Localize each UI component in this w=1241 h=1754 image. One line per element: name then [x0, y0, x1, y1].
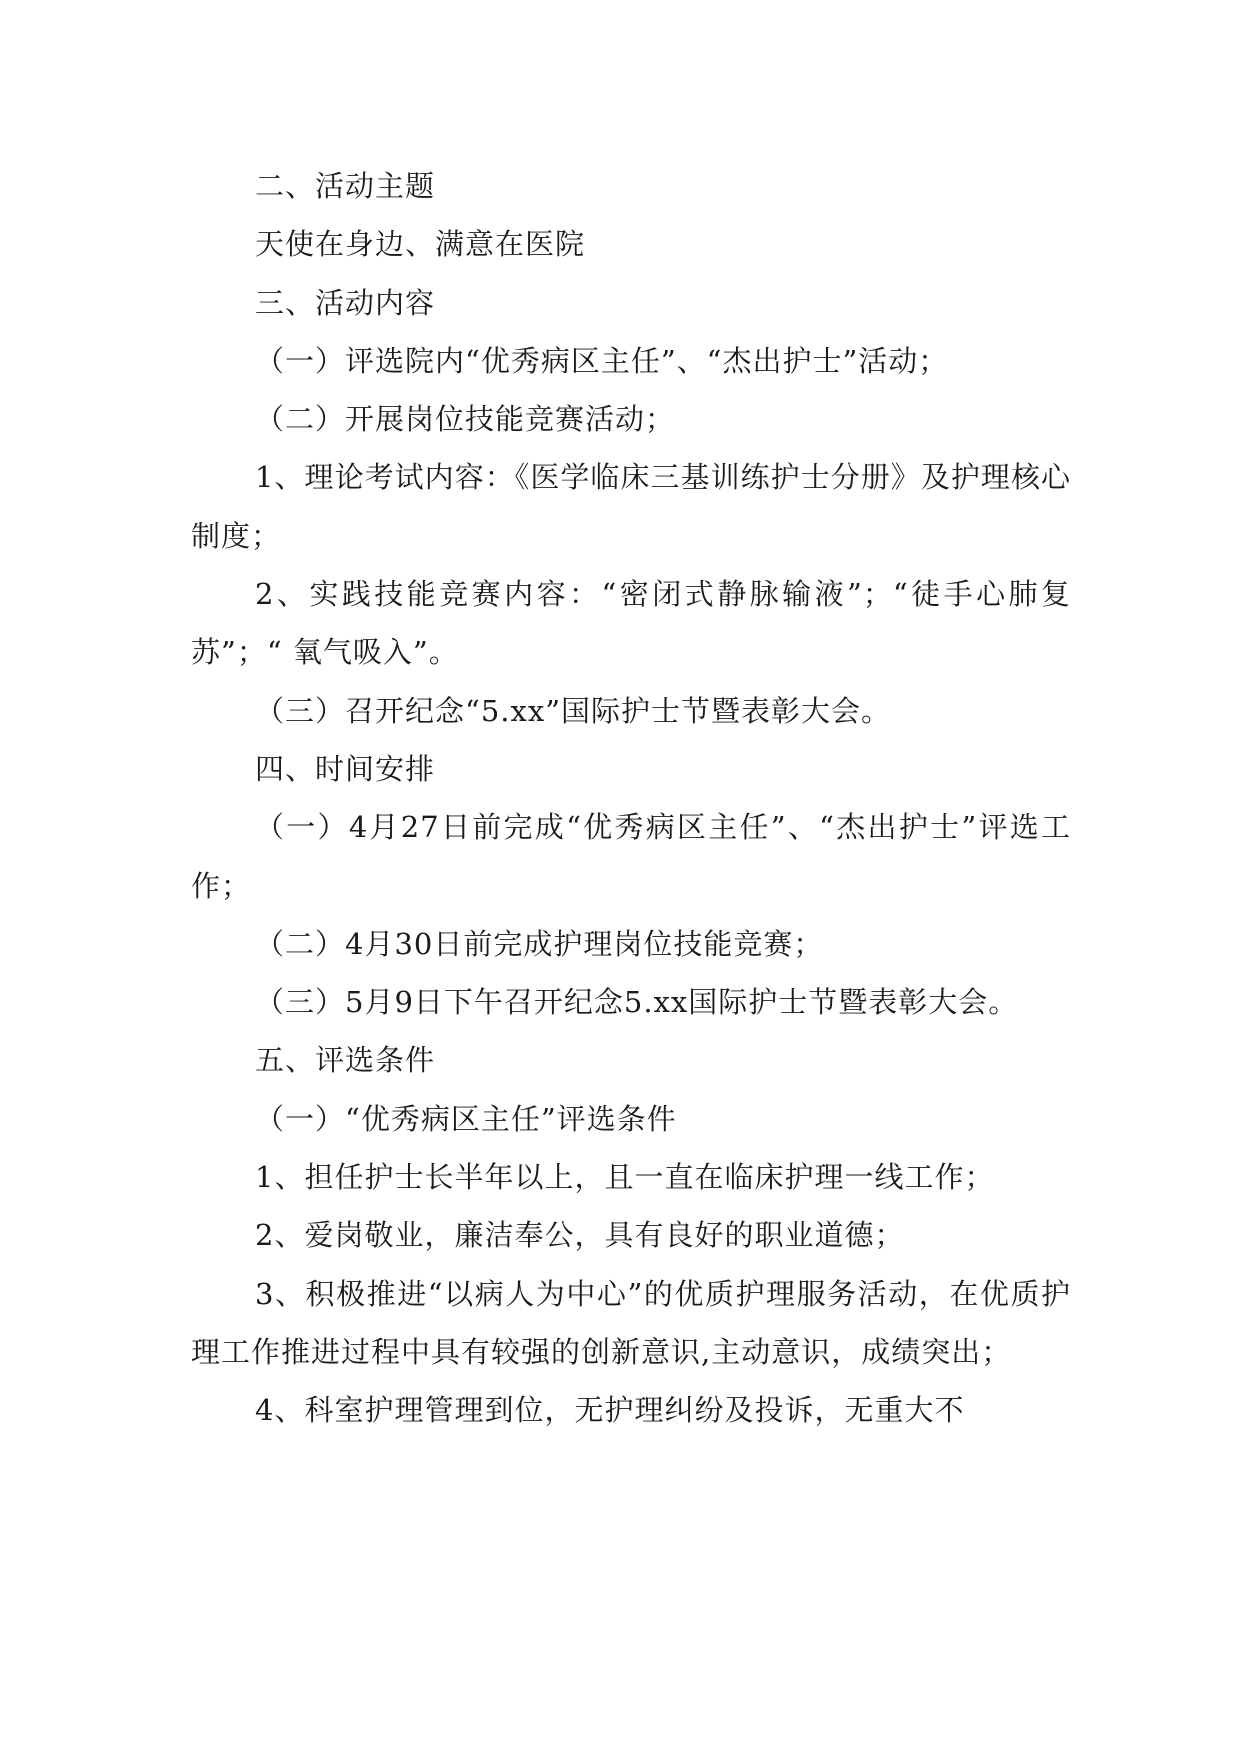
criteria-item-1: 1、担任护士长半年以上，且一直在临床护理一线工作；: [255, 1160, 995, 1195]
document-body: [191, 157, 1071, 1440]
content-item-3: （三）召开纪念“5.xx”国际护士节暨表彰大会。: [255, 693, 892, 728]
content-subitem-2: 2、实践技能竞赛内容：“密闭式静脉输液”；“徒手心肺复苏”；“ 氧气吸入”。: [191, 577, 1071, 670]
section-heading-criteria: 五、评选条件: [255, 1043, 436, 1078]
criteria-subheading-1: （一）“优秀病区主任”评选条件: [255, 1101, 677, 1136]
theme-text: 天使在身边、满意在医院: [255, 227, 586, 262]
section-heading-theme: 二、活动主题: [255, 169, 436, 203]
schedule-item-2: （二）4月30日前完成护理岗位技能竞赛；: [255, 926, 824, 961]
section-heading-content: 三、活动内容: [255, 285, 436, 320]
criteria-item-4: 4、科室护理管理到位，无护理纠纷及投诉，无重大不: [255, 1393, 965, 1428]
criteria-item-2: 2、爱岗敬业，廉洁奉公，具有良好的职业道德；: [255, 1218, 905, 1253]
schedule-item-1: （一）4月27日前完成“优秀病区主任”、“杰出护士”评选工作；: [191, 810, 1071, 903]
content-item-1: （一）评选院内“优秀病区主任”、“杰出护士”活动；: [255, 343, 949, 378]
criteria-item-3: 3、积极推进“以病人为中心”的优质护理服务活动，在优质护理工作推进过程中具有较强的创新意识,主动意识，成绩突出；: [191, 1276, 1071, 1369]
schedule-item-3: （三）5月9日下午召开纪念5.xx国际护士节暨表彰大会。: [255, 985, 1019, 1020]
content-item-2: （二）开展岗位技能竞赛活动；: [255, 402, 676, 437]
section-heading-schedule: 四、时间安排: [255, 751, 436, 786]
content-subitem-1: 1、理论考试内容：《医学临床三基训练护士分册》及护理核心制度；: [191, 460, 1071, 553]
